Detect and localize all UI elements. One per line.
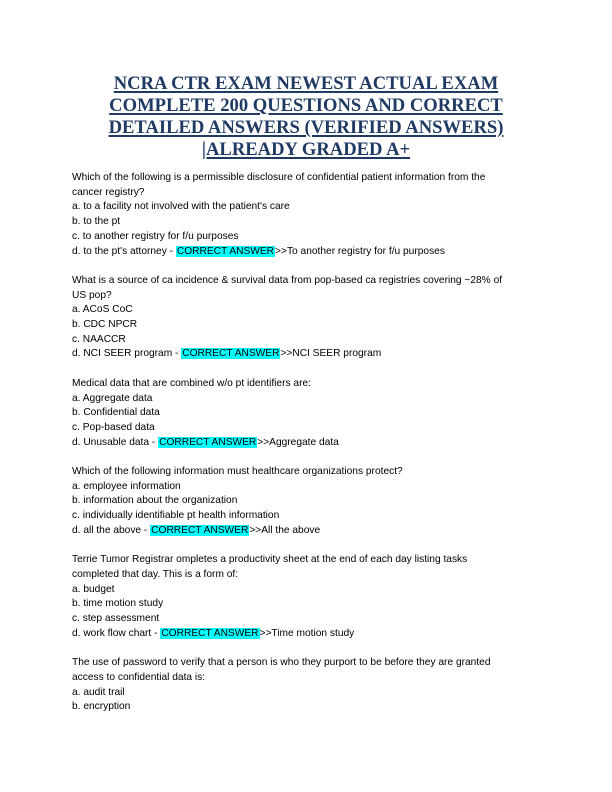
- answer-option: d. work flow chart -: [72, 627, 161, 639]
- answer-line: [72, 524, 542, 539]
- question-block: [72, 553, 542, 641]
- question-stem-line: Which of the following is a permissible disclosure of confidential patient information from the: [72, 172, 486, 183]
- question-list: [72, 171, 542, 730]
- answer-option: a. budget: [72, 583, 115, 595]
- title-line: DETAILED ANSWERS (VERIFIED ANSWERS): [108, 117, 504, 138]
- answer-line: [72, 347, 542, 362]
- answer-option: c. step assessment: [72, 613, 160, 625]
- correct-answer-text: >>To another registry for f/u purposes: [275, 245, 445, 257]
- answer-option: b. to the pt: [72, 216, 121, 228]
- answer-option: d. Unusable data -: [72, 436, 159, 448]
- answer-option: c. individually identifiable pt health information: [72, 510, 280, 522]
- question-stem-line: Which of the following information must healthcare organizations protect?: [72, 466, 403, 478]
- correct-answer-marker: CORRECT ANSWER: [151, 524, 249, 536]
- answer-option: c. NAACCR: [72, 333, 126, 345]
- answer-line: [72, 245, 542, 260]
- document-title: [60, 73, 552, 161]
- question-stem-line: cancer registry?: [72, 186, 145, 198]
- answer-option: d. all the above -: [72, 524, 151, 536]
- question-stem-line: Terrie Tumor Registrar ompletes a productivity sheet at the end of each day listing tasks: [72, 554, 468, 566]
- answer-option: a. to a facility not involved with the patient's care: [72, 201, 290, 213]
- answer-line: [72, 436, 542, 451]
- answer-option: d. to the pt's attorney -: [72, 245, 176, 257]
- correct-answer-marker: CORRECT ANSWER: [161, 627, 259, 639]
- answer-option: b. information about the organization: [72, 495, 238, 507]
- question-stem-line: The use of password to verify that a person is who they purport to be before they are granted: [72, 657, 491, 669]
- answer-line: [72, 627, 542, 642]
- correct-answer-text: >>All the above: [249, 524, 321, 536]
- correct-answer-text: >>Time motion study: [259, 627, 355, 639]
- answer-option: c. to another registry for f/u purposes: [72, 230, 239, 242]
- answer-option: b. encryption: [72, 701, 131, 713]
- question-block: [72, 171, 542, 259]
- answer-option: a. ACoS CoC: [72, 304, 133, 316]
- correct-answer-marker: CORRECT ANSWER: [176, 245, 275, 257]
- answer-option: a. audit trail: [72, 686, 125, 698]
- title-line: |ALREADY GRADED A+: [201, 139, 411, 160]
- answer-option: a. employee information: [72, 480, 181, 492]
- title-line: NCRA CTR EXAM NEWEST ACTUAL EXAM: [113, 73, 499, 94]
- title-line: COMPLETE 200 QUESTIONS AND CORRECT: [109, 95, 503, 116]
- question-block: [72, 465, 542, 539]
- question-stem-line: Medical data that are combined w/o pt identifiers are:: [72, 377, 311, 389]
- correct-answer-marker: CORRECT ANSWER: [182, 348, 280, 360]
- correct-answer-text: >>Aggregate data: [257, 436, 339, 448]
- answer-option: c. Pop-based data: [72, 421, 155, 433]
- question-block: [72, 656, 542, 715]
- answer-option: b. CDC NPCR: [72, 319, 138, 331]
- question-stem-line: access to confidential data is:: [72, 671, 206, 683]
- question-stem-line: What is a source of ca incidence & survival data from pop-based ca registries covering ~28% of: [72, 274, 503, 286]
- question-stem-line: completed that day. This is a form of:: [72, 568, 239, 580]
- answer-option: d. NCI SEER program -: [72, 348, 182, 360]
- question-block: [72, 274, 542, 362]
- answer-option: a. Aggregate data: [72, 392, 153, 404]
- answer-option: b. Confidential data: [72, 407, 160, 419]
- correct-answer-marker: CORRECT ANSWER: [159, 436, 257, 448]
- answer-option: b. time motion study: [72, 598, 164, 610]
- question-block: [72, 377, 542, 451]
- correct-answer-text: >>NCI SEER program: [280, 348, 382, 360]
- question-stem-line: US pop?: [72, 289, 112, 301]
